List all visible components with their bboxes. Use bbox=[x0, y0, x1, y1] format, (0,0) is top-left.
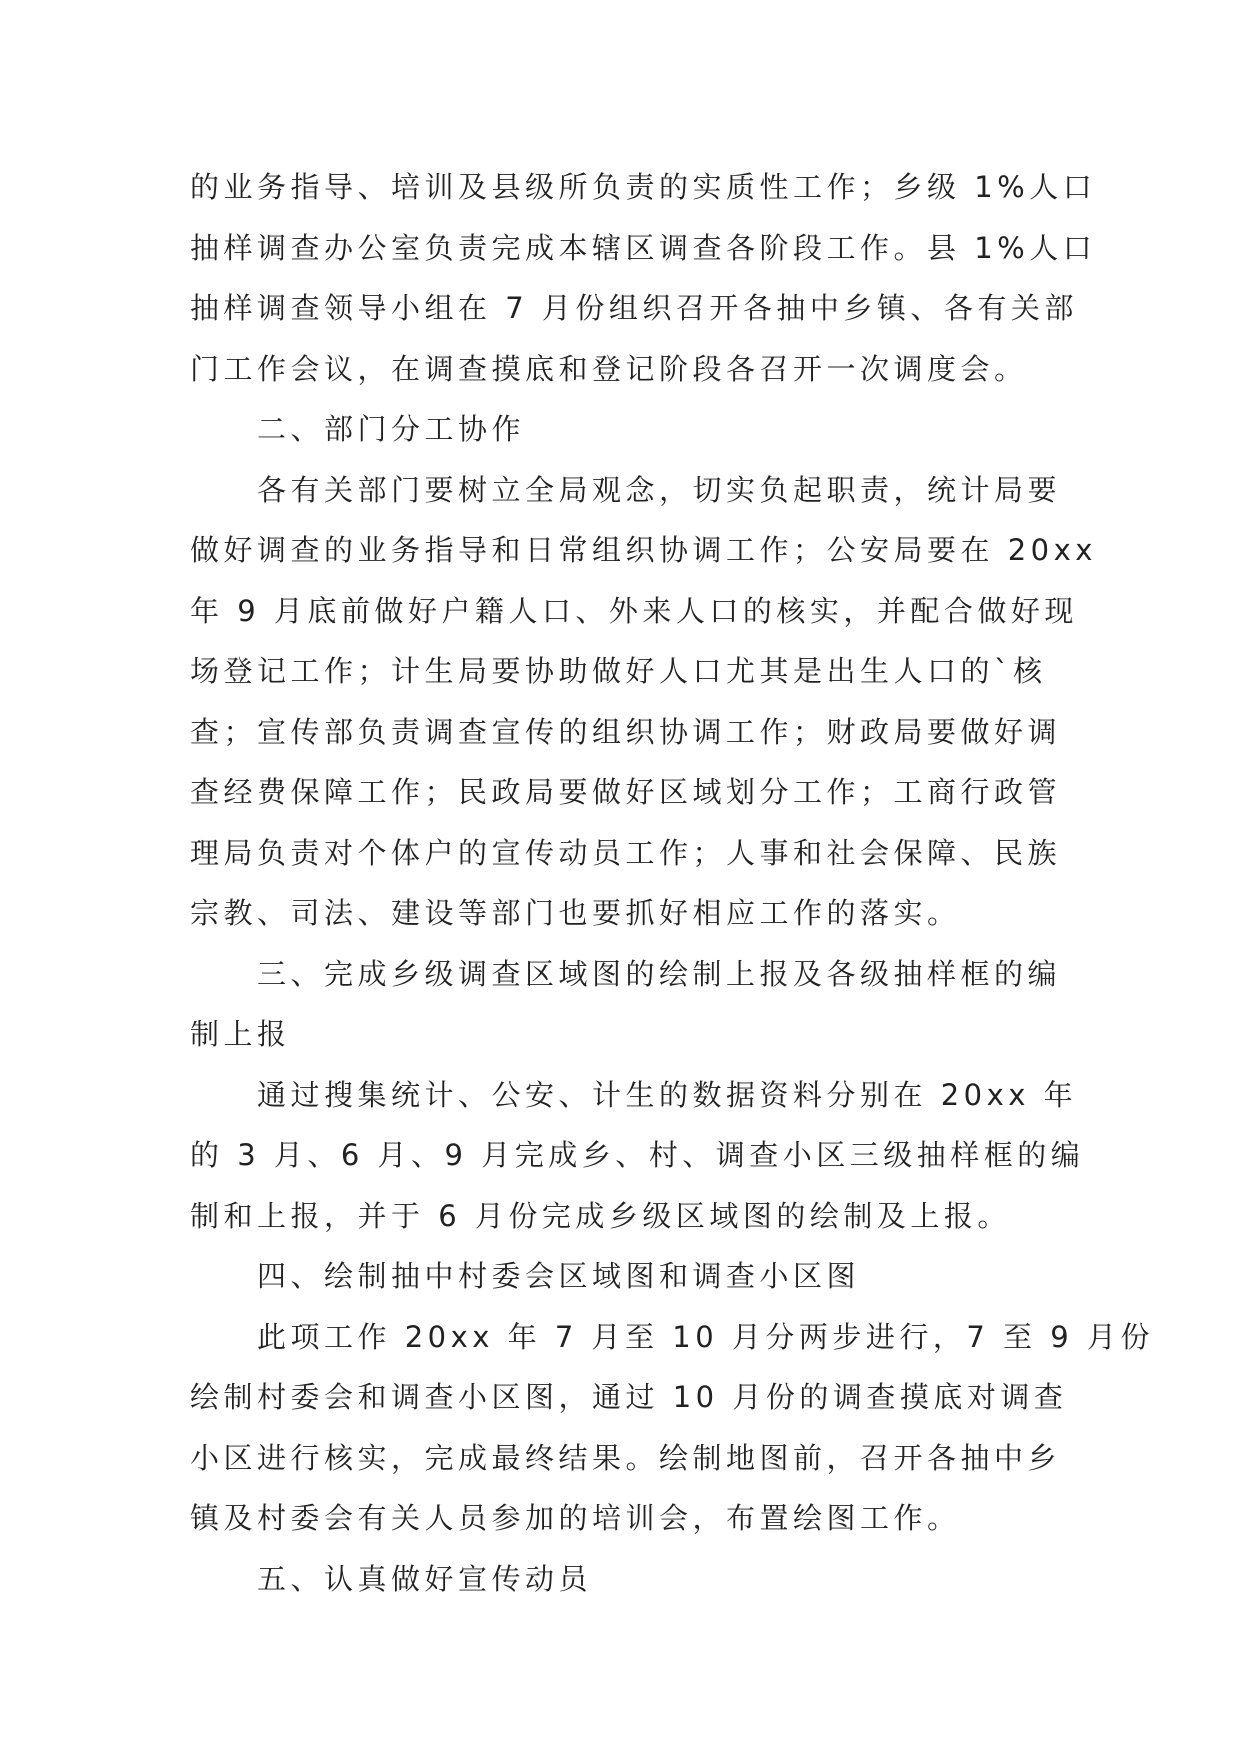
paragraph-line: 场登记工作；计生局要协助做好人口尤其是出生人口的`核 bbox=[190, 654, 1047, 688]
paragraph-line: 制和上报，并于 6 月份完成乡级区域图的绘制及上报。 bbox=[190, 1198, 1011, 1233]
paragraph-line: 查；宣传部负责调查宣传的组织协调工作；财政局要做好调 bbox=[190, 714, 1062, 749]
section-heading-3-continued: 制上报 bbox=[190, 1017, 291, 1051]
paragraph-line: 抽样调查办公室负责完成本辖区调查各阶段工作。县 1%人口 bbox=[190, 230, 1097, 265]
paragraph-line: 查经费保障工作；民政局要做好区域划分工作；工商行政管 bbox=[190, 775, 1062, 809]
paragraph-line: 各有关部门要树立全局观念，切实负起职责，统计局要 bbox=[257, 472, 1062, 507]
paragraph-line: 门工作会议，在调查摸底和登记阶段各召开一次调度会。 bbox=[190, 351, 1028, 386]
paragraph-line: 绘制村委会和调查小区图，通过 10 月份的调查摸底对调查 bbox=[190, 1380, 1068, 1414]
paragraph-line: 的 3 月、6 月、9 月完成乡、村、调查小区三级抽样框的编 bbox=[190, 1138, 1085, 1172]
paragraph-line: 通过搜集统计、公安、计生的数据资料分别在 20xx 年 bbox=[257, 1077, 1078, 1112]
section-heading-4: 四、绘制抽中村委会区域图和调查小区图 bbox=[257, 1259, 861, 1293]
section-heading-5: 五、认真做好宣传动员 bbox=[257, 1561, 593, 1596]
paragraph-line: 小区进行核实，完成最终结果。绘制地图前，召开各抽中乡 bbox=[190, 1440, 1062, 1475]
paragraph-line: 做好调查的业务指导和日常组织协调工作；公安局要在 20xx bbox=[190, 533, 1097, 567]
paragraph-line: 镇及村委会有关人员参加的培训会，布置绘图工作。 bbox=[190, 1501, 961, 1535]
document-body bbox=[190, 157, 1154, 1609]
paragraph-line: 宗教、司法、建设等部门也要抓好相应工作的落实。 bbox=[190, 896, 961, 930]
paragraph-line: 的业务指导、培训及县级所负责的实质性工作；乡级 1%人口 bbox=[190, 170, 1097, 204]
paragraph-line: 此项工作 20xx 年 7 月至 10 月分两步进行，7 至 9 月份 bbox=[257, 1319, 1154, 1354]
section-heading-2: 二、部门分工协作 bbox=[257, 412, 526, 446]
paragraph-line: 抽样调查领导小组在 7 月份组织召开各抽中乡镇、各有关部 bbox=[190, 291, 1078, 325]
paragraph-line: 理局负责对个体户的宣传动员工作；人事和社会保障、民族 bbox=[190, 835, 1062, 870]
paragraph-line: 年 9 月底前做好户籍人口、外来人口的核实，并配合做好现 bbox=[190, 593, 1078, 628]
section-heading-3: 三、完成乡级调查区域图的绘制上报及各级抽样框的编 bbox=[257, 956, 1062, 991]
